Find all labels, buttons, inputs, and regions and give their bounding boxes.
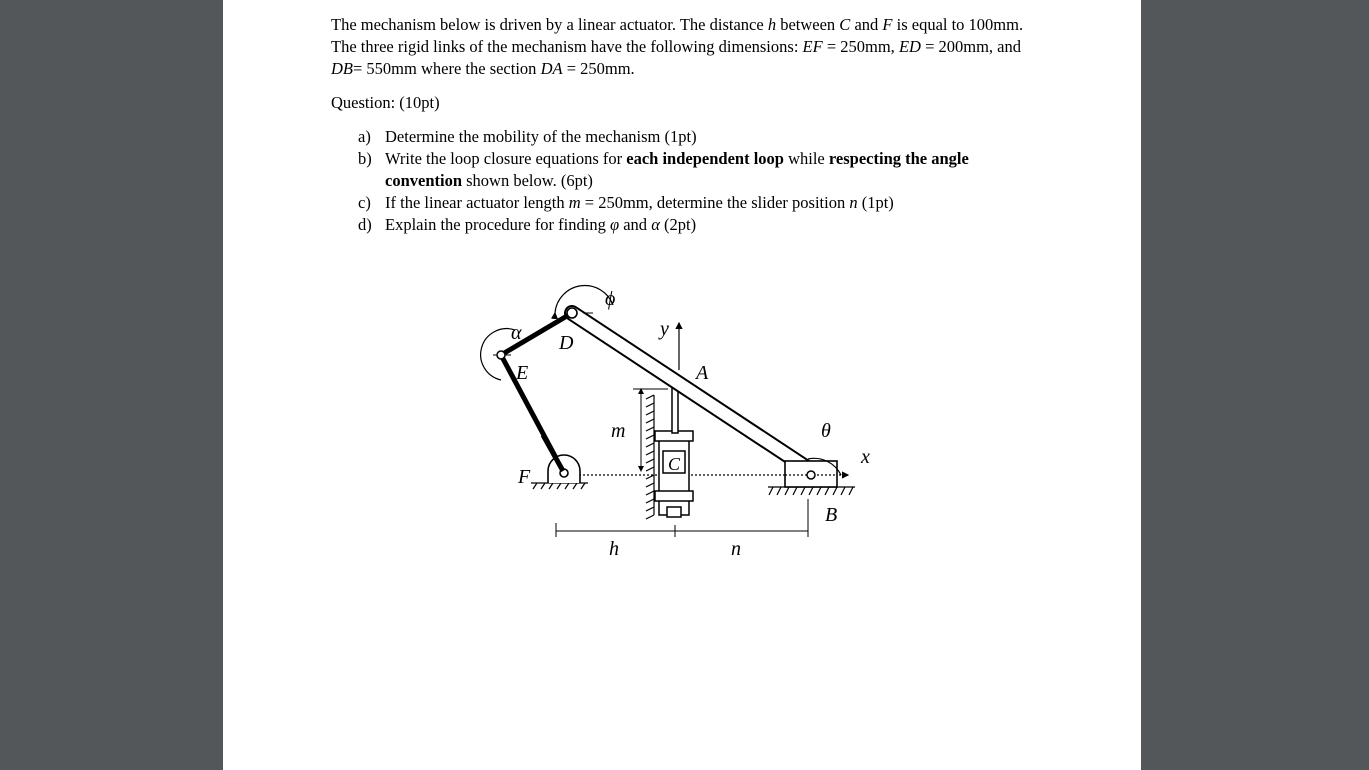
label-x: x [861,446,870,468]
label-A: A [696,362,709,384]
label-F: F [518,466,531,488]
label-B: B [825,504,838,526]
ground-hatch-B [768,487,855,495]
question-heading: Question: (10pt) [331,93,440,112]
list-item-a: a) Determine the mobility of the mechanism (1pt) [358,127,697,146]
label-phi: ϕ [605,288,616,310]
document-page [223,0,1141,770]
question-list [331,126,1031,236]
mechanism-figure [463,275,883,575]
label-y: y [660,318,669,340]
label-h: h [609,538,619,560]
label-alpha: α [511,322,522,344]
label-E: E [516,362,529,384]
problem-text [331,14,1031,236]
ground-hatch-F [531,483,588,489]
pin-E [497,351,505,359]
list-item-c: c) If the linear actuator length m = 250mm, determine the slider position n (1pt) [358,193,894,212]
link-DB [572,313,813,472]
label-m: m [611,420,626,442]
list-item-d: d) Explain the procedure for finding φ and α (2pt) [358,215,697,234]
label-D: D [559,332,574,354]
intro-paragraph: The mechanism below is driven by a linear actuator. The distance h between C and F is equal to 100mm. The three rigid links of the mechanism have the following dimensions: EF = 250mm, ED = 200mm, and DB= 550mm where the section DA = 250mm. [331,15,1024,78]
label-C: C [668,454,681,474]
label-n: n [731,538,741,560]
slider-B [785,461,837,487]
pin-D [567,308,577,318]
list-item-b: b) Write the loop closure equations for each independent loop while respecting the angle convention shown below. (6pt) [358,149,969,190]
label-theta: θ [821,420,831,442]
